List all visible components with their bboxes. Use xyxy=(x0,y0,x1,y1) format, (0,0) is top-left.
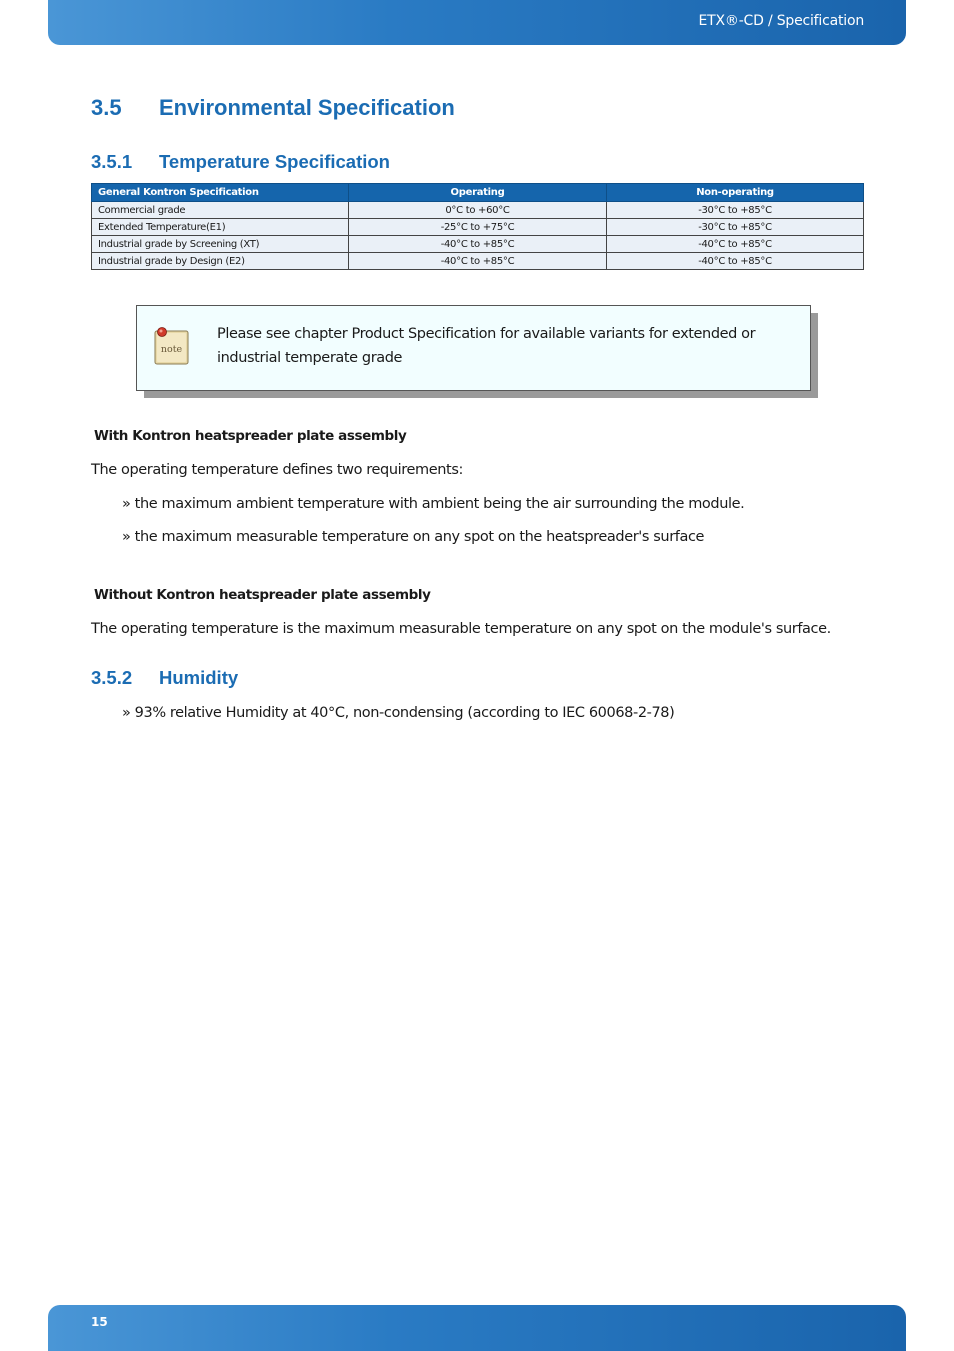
table-row xyxy=(92,202,864,219)
table-header-row xyxy=(92,184,864,202)
list-item: » the maximum measurable temperature on any spot on the heatspreader's surface xyxy=(122,529,705,545)
with-heatspreader-heading: With Kontron heatspreader plate assembly xyxy=(94,428,407,444)
without-heatspreader-text: The operating temperature is the maximum measurable temperature on any spot on the module's surface. xyxy=(91,621,831,637)
list-item: » 93% relative Humidity at 40°C, non-condensing (according to IEC 60068-2-78) xyxy=(122,705,675,721)
table-cell: -30°C to +85°C xyxy=(607,219,864,236)
header-title: ETX®-CD / Specification xyxy=(698,13,864,29)
table-cell: Extended Temperature(E1) xyxy=(92,219,349,236)
table-row xyxy=(92,219,864,236)
note-box xyxy=(136,305,811,391)
table-cell: -40°C to +85°C xyxy=(349,253,607,270)
temperature-title: Temperature Specification xyxy=(159,151,390,172)
note-icon xyxy=(151,323,191,367)
note-icon-label: note xyxy=(160,344,183,355)
table-cell: -25°C to +75°C xyxy=(349,219,607,236)
page-footer xyxy=(48,1305,906,1351)
table-header-cell: Non-operating xyxy=(607,184,864,202)
note-text: Please see chapter Product Specification for available variants for extended or industrial temperate grade xyxy=(217,326,756,366)
temperature-number: 3.5.1 xyxy=(91,151,133,172)
without-heatspreader-heading: Without Kontron heatspreader plate assembly xyxy=(94,587,431,603)
section-heading xyxy=(91,95,455,121)
section-number: 3.5 xyxy=(91,95,122,120)
table-header-cell: General Kontron Specification xyxy=(92,184,349,202)
with-heatspreader-intro: The operating temperature defines two requirements: xyxy=(91,462,463,478)
table-row xyxy=(92,236,864,253)
page-number: 15 xyxy=(91,1315,108,1329)
humidity-number: 3.5.2 xyxy=(91,667,133,688)
table-cell: 0°C to +60°C xyxy=(349,202,607,219)
humidity-title: Humidity xyxy=(159,667,239,688)
table-cell: -40°C to +85°C xyxy=(607,236,864,253)
page-header xyxy=(48,0,906,45)
table-cell: Industrial grade by Screening (XT) xyxy=(92,236,349,253)
humidity-heading xyxy=(91,667,238,689)
table-cell: -40°C to +85°C xyxy=(349,236,607,253)
table-row xyxy=(92,253,864,270)
section-title: Environmental Specification xyxy=(159,95,455,120)
list-item: » the maximum ambient temperature with ambient being the air surrounding the module. xyxy=(122,496,745,512)
temperature-heading xyxy=(91,151,390,173)
table-cell: Commercial grade xyxy=(92,202,349,219)
table-cell: Industrial grade by Design (E2) xyxy=(92,253,349,270)
temperature-table xyxy=(91,183,864,270)
table-cell: -30°C to +85°C xyxy=(607,202,864,219)
table-cell: -40°C to +85°C xyxy=(607,253,864,270)
table-header-cell: Operating xyxy=(349,184,607,202)
